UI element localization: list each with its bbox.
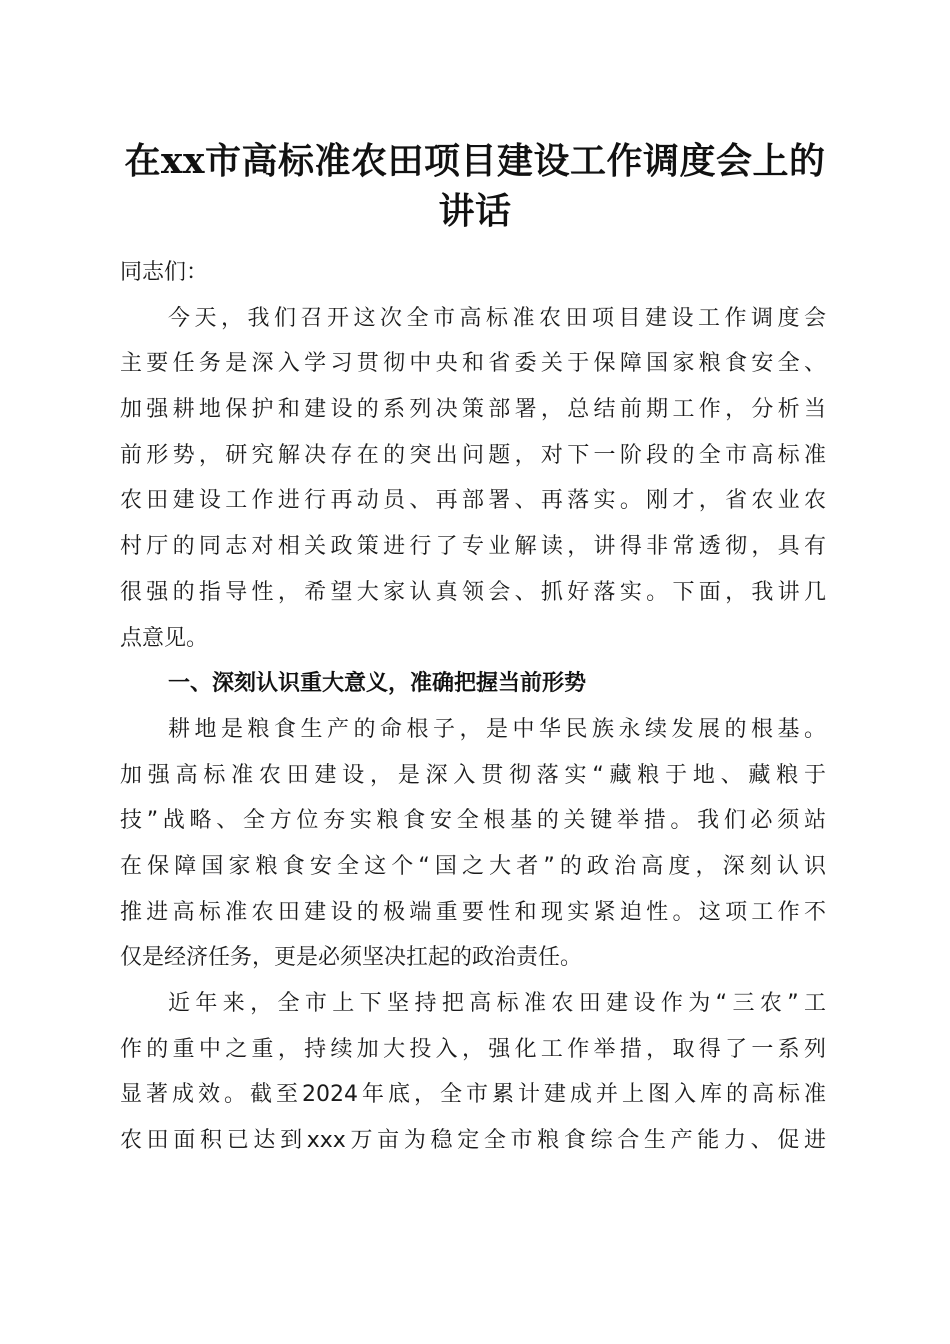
paragraph-line: 技”战略、全方位夯实粮食安全根基的关键举措。我们必须站 <box>120 808 826 834</box>
paragraph-line: 加强高标准农田建设，是深入贯彻落实“藏粮于地、藏粮于 <box>120 762 826 788</box>
paragraph-line: 村厅的同志对相关政策进行了专业解读，讲得非常透彻，具有 <box>120 534 826 560</box>
paragraph-line: 农田建设工作进行再动员、再部署、再落实。刚才，省农业农 <box>120 488 826 514</box>
paragraph-line: 主要任务是深入学习贯彻中央和省委关于保障国家粮食安全、 <box>120 351 826 377</box>
paragraph-line: 作的重中之重，持续加大投入，强化工作举措，取得了一系列 <box>120 1036 826 1062</box>
paragraph-line: 点意见。 <box>120 625 209 651</box>
paragraph-line: 显著成效。截至2024年底，全市累计建成并上图入库的高标准 <box>120 1082 826 1108</box>
document-body <box>120 250 826 1164</box>
paragraph-line: 前形势，研究解决存在的突出问题，对下一阶段的全市高标准 <box>120 442 826 468</box>
paragraph-line: 近年来，全市上下坚持把高标准农田建设作为“三农”工 <box>168 991 826 1016</box>
title-line: 讲话 <box>438 190 512 232</box>
paragraph-line: 加强耕地保护和建设的系列决策部署，总结前期工作，分析当 <box>120 397 826 423</box>
paragraph-line: 仅是经济任务，更是必须坚决扛起的政治责任。 <box>120 945 583 971</box>
title-line: 在xx市高标准农田项目建设工作调度会上的 <box>124 140 826 182</box>
paragraph-line: 很强的指导性，希望大家认真领会、抓好落实。下面，我讲几 <box>120 579 826 605</box>
paragraph-line: 今天，我们召开这次全市高标准农田项目建设工作调度会 <box>168 305 826 331</box>
section-heading: 一、深刻认识重大意义，准确把握当前形势 <box>168 671 587 697</box>
paragraph-line: 耕地是粮食生产的命根子，是中华民族永续发展的根基。 <box>168 716 826 742</box>
paragraph-line: 推进高标准农田建设的极端重要性和现实紧迫性。这项工作不 <box>120 899 826 925</box>
document-title <box>110 136 840 236</box>
paragraph-line: 农田面积已达到xxx万亩为稳定全市粮食综合生产能力、促进 <box>120 1128 826 1154</box>
salutation: 同志们： <box>120 260 209 285</box>
paragraph-line: 在保障国家粮食安全这个“国之大者”的政治高度，深刻认识 <box>120 853 826 879</box>
